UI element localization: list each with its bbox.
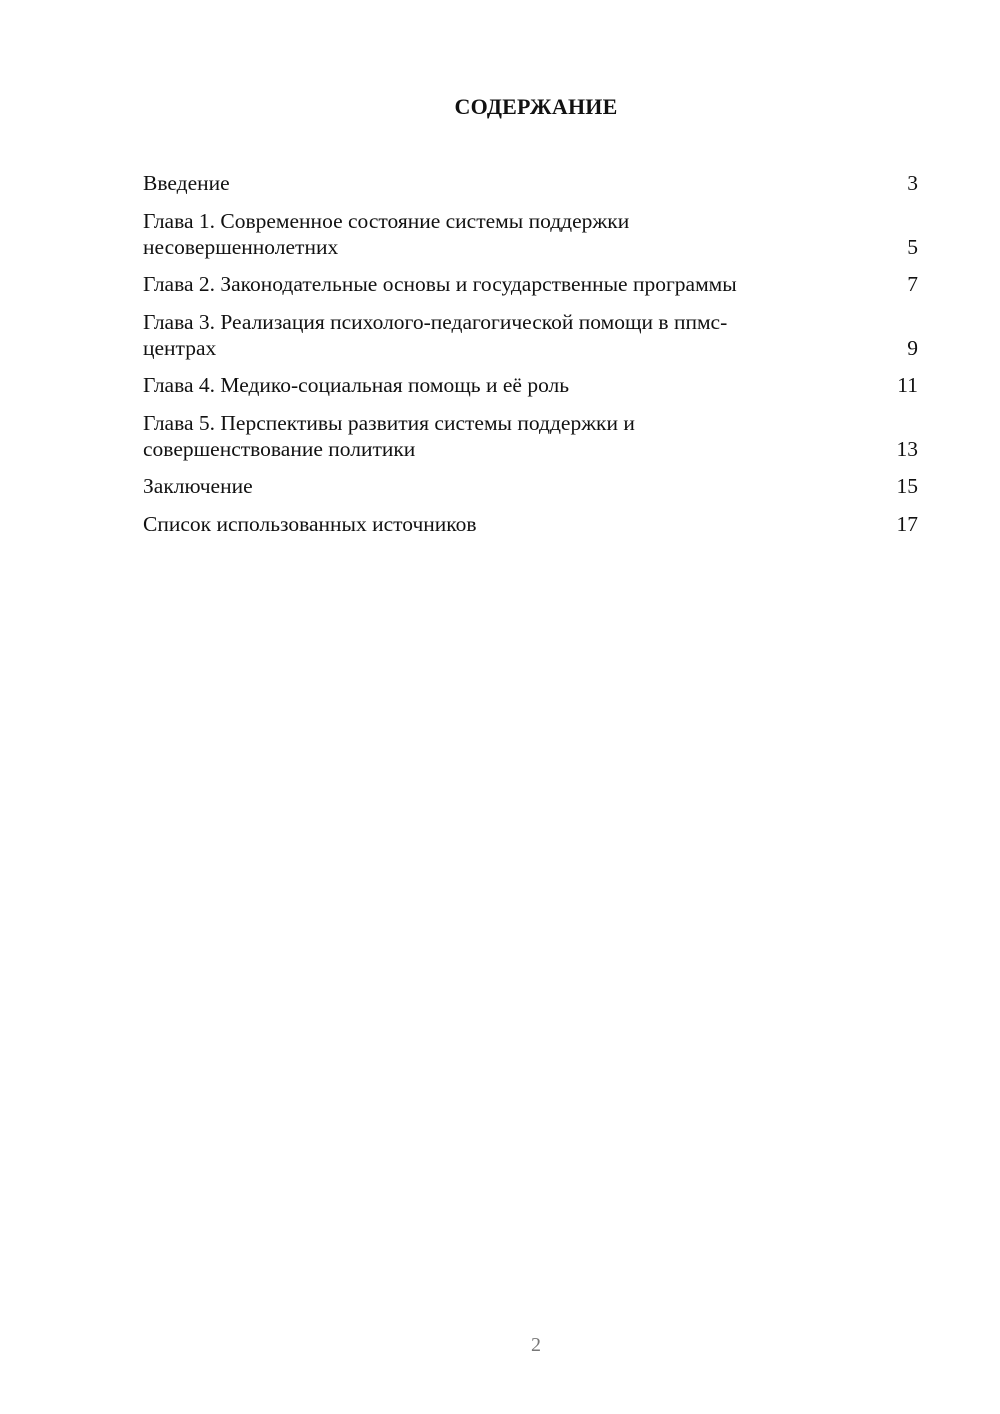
toc-entry-page: 11 — [897, 373, 918, 397]
toc-entry-text: Введение — [143, 171, 230, 195]
toc-entry-page: 3 — [907, 171, 918, 195]
toc-entry-text: Глава 3. Реализация психолого-педагогической помощи в ппмс-центрах — [143, 309, 728, 360]
toc-entry-conclusion — [143, 473, 918, 499]
toc-entry-page: 15 — [896, 474, 918, 498]
toc-entry-text: Глава 5. Перспективы развития системы поддержки и совершенствование политики — [143, 410, 635, 461]
toc-entry-text: Глава 1. Современное состояние системы поддержки несовершеннолетних — [143, 208, 630, 259]
toc-entry-page: 5 — [907, 234, 918, 259]
toc-entry-chapter-2 — [143, 271, 918, 297]
toc-entry-chapter-3 — [143, 309, 918, 361]
page-number: 2 — [531, 1334, 541, 1356]
table-of-contents — [143, 170, 918, 548]
page-title: СОДЕРЖАНИЕ — [454, 94, 618, 119]
toc-entry-page: 7 — [907, 272, 918, 296]
toc-entry-page: 9 — [907, 335, 918, 360]
toc-entry-text: Заключение — [143, 474, 253, 498]
toc-entry-text: Список использованных источников — [143, 511, 477, 536]
toc-entry-references — [143, 511, 918, 537]
toc-entry-page: 13 — [896, 436, 918, 461]
toc-entry-page: 17 — [896, 511, 918, 536]
toc-entry-chapter-1 — [143, 208, 918, 260]
toc-entry-chapter-4 — [143, 372, 918, 398]
toc-entry-text: Глава 4. Медико-социальная помощь и её роль — [143, 373, 570, 397]
toc-entry-introduction — [143, 170, 918, 196]
toc-entry-chapter-5 — [143, 410, 918, 462]
toc-entry-text: Глава 2. Законодательные основы и государственные программы — [143, 272, 737, 296]
